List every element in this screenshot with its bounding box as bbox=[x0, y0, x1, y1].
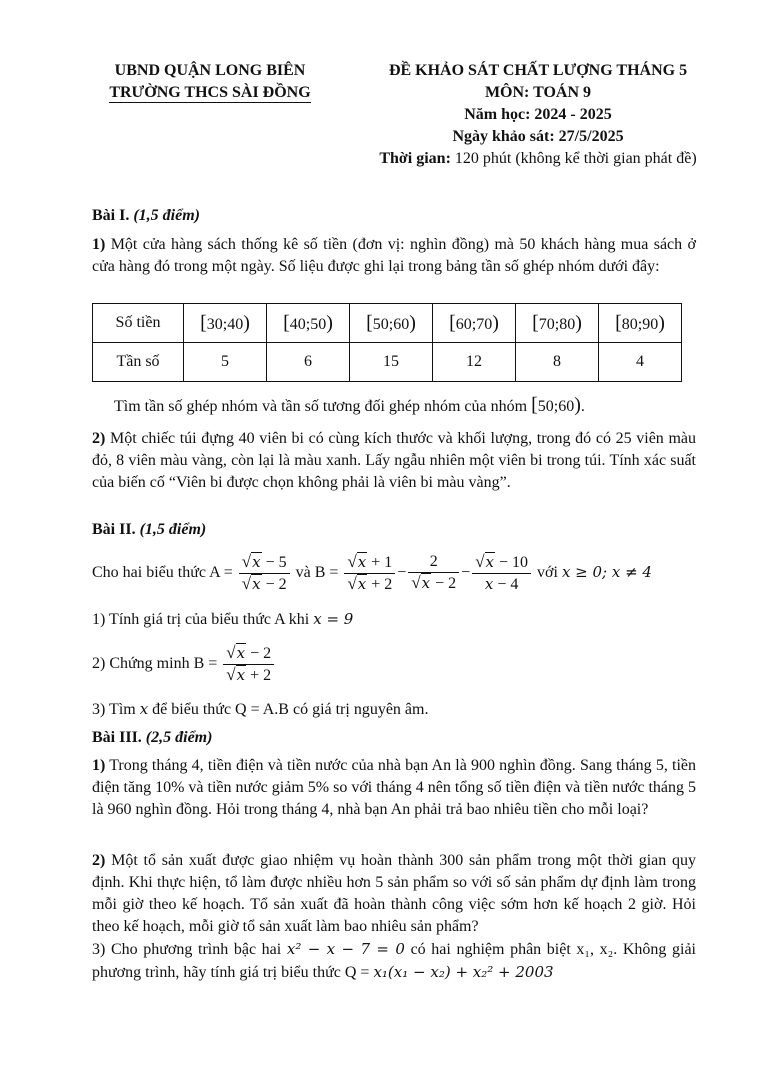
section-1-title: Bài I. (1,5 điểm) bbox=[92, 207, 200, 224]
section-2-points: (1,5 điểm) bbox=[139, 521, 207, 538]
section-1-question-1: 1) Một cửa hàng sách thống kê số tiền (đơn vị: nghìn đồng) mà 50 khách hàng mua sách ở cửa hàng đó trong một ngày. Số liệu được ghi lại trong bảng tần số ghép nhóm dưới đây: bbox=[92, 236, 696, 275]
expression-b-simplified: $\frac{√x - 2}{√x + 2}$ bbox=[223, 643, 274, 686]
exam-subject: MÔN: TOÁN 9 bbox=[484, 84, 592, 101]
section-1-question-1-task: Tìm tần số ghép nhóm và tần số tương đối ghép nhóm của nhóm [50;60). bbox=[114, 394, 585, 416]
expression-b-term-2: $\frac{2}{√x - 2}$ bbox=[408, 552, 459, 594]
time-label: Thời gian: bbox=[379, 150, 451, 167]
table-cell-group: [70;80) bbox=[516, 304, 599, 343]
table-cell-frequency: 6 bbox=[267, 343, 350, 382]
section-3-question-1: 1) Trong tháng 4, tiền điện và tiền nước của nhà bạn An là 900 nghìn đồng. Sang tháng 5, tiền điện tăng 10% và tiền nước giảm 5% so với tháng 4 nên tổng số tiền điện và tiền nước tháng 5 là 960 nghìn đồng. Hỏi trong tháng 4, nhà bạn An phải trả bao nhiêu tiền cho mỗi loại? bbox=[92, 757, 697, 818]
table-cell-group: [40;50) bbox=[267, 304, 350, 343]
school-year: Năm học: 2024 - 2025 bbox=[464, 106, 612, 123]
table-cell-frequency: 12 bbox=[433, 343, 516, 382]
section-2-title: Bài II. (1,5 điểm) bbox=[92, 521, 207, 538]
time-value: 120 phút (không kể thời gian phát đề) bbox=[454, 150, 697, 167]
table-cell-frequency: 8 bbox=[516, 343, 599, 382]
condition: x ≥ 0; x ≠ 4 bbox=[561, 563, 652, 581]
exam-time bbox=[348, 148, 728, 170]
table-cell-frequency: 15 bbox=[350, 343, 433, 382]
school-header bbox=[82, 60, 338, 104]
section-3-points: (2,5 điểm) bbox=[145, 729, 213, 746]
table-cell-frequency: 5 bbox=[184, 343, 267, 382]
section-1-question-2: 2) Một chiếc túi đựng 40 viên bi có cùng kích thước và khối lượng, trong đó có 25 viên màu đỏ, 8 viên màu vàng, còn lại là màu xanh. Lấy ngẫu nhiên một viên bi trong túi. Tính xác suất của biến cố “Viên bi được chọn không phải là viên bi màu vàng”. bbox=[92, 430, 697, 491]
section-2-question-1: 1) Tính giá trị của biểu thức A khi x = 9 bbox=[92, 610, 354, 628]
section-3-title: Bài III. (2,5 điểm) bbox=[92, 729, 213, 746]
section-1-points: (1,5 điểm) bbox=[133, 207, 200, 224]
table-cell-group: [80;90) bbox=[599, 304, 682, 343]
exam-title: ĐỀ KHẢO SÁT CHẤT LƯỢNG THÁNG 5 bbox=[388, 62, 688, 79]
table-header-frequency: Tần số bbox=[93, 343, 184, 382]
frequency-table bbox=[92, 303, 682, 382]
table-row bbox=[93, 343, 682, 382]
expression-b-term-3: $\frac{√x - 10}{x - 4}$ bbox=[472, 552, 531, 595]
table-cell-group: [60;70) bbox=[433, 304, 516, 343]
expression-a: $\frac{√x - 5}{√x - 2}$ bbox=[239, 552, 290, 595]
section-2-question-3: 3) Tìm x để biểu thức Q = A.B có giá trị nguyên âm. bbox=[92, 700, 429, 718]
section-3-question-2: 2) Một tổ sản xuất được giao nhiệm vụ hoàn thành 300 sản phẩm trong một thời gian quy định. Khi thực hiện, tổ làm được nhiều hơn 5 sản phẩm so với số sản phẩm dự định làm trong mỗi giờ theo kế hoạch. Tổ sản xuất đã hoàn thành công việc sớm hơn kế hoạch 2 giờ. Hỏi theo kế hoạch, mỗi giờ tổ sản xuất làm bao nhiêu sản phẩm? bbox=[92, 852, 697, 935]
table-row bbox=[93, 304, 682, 343]
section-3-question-3: 3) Cho phương trình bậc hai x² − x − 7 = 0 có hai nghiệm phân biệt x₁, x₂. Không giải phương trình, hãy tính giá trị biểu thức Q = x₁(x₁ − x₂) + x₂² + 2003 bbox=[92, 940, 696, 981]
exam-header bbox=[348, 60, 728, 170]
table-header-amount: Số tiền bbox=[93, 304, 184, 343]
expression-b-term-1: $\frac{√x + 1}{√x + 2}$ bbox=[344, 552, 395, 595]
section-2-intro: Cho hai biểu thức A = $\frac{√x - 5}{√x - 2}$ và B = $\frac{√x + 1}{√x + 2}$ − $\frac{2}{√x - 2}$ − $\frac{√x - 10}{x - 4}$ với x ≥ 0; x ≠ 4 bbox=[92, 551, 652, 593]
table-cell-group: [50;60) bbox=[350, 304, 433, 343]
table-cell-frequency: 4 bbox=[599, 343, 682, 382]
school-name: TRƯỜNG THCS SÀI ĐỒNG bbox=[109, 84, 311, 101]
table-cell-group: [30;40) bbox=[184, 304, 267, 343]
section-2-question-2: 2) Chứng minh B = $\frac{√x - 2}{√x + 2}$ bbox=[92, 640, 696, 688]
district-name: UBND QUẬN LONG BIÊN bbox=[114, 62, 306, 79]
exam-date: Ngày khảo sát: 27/5/2025 bbox=[452, 128, 624, 145]
